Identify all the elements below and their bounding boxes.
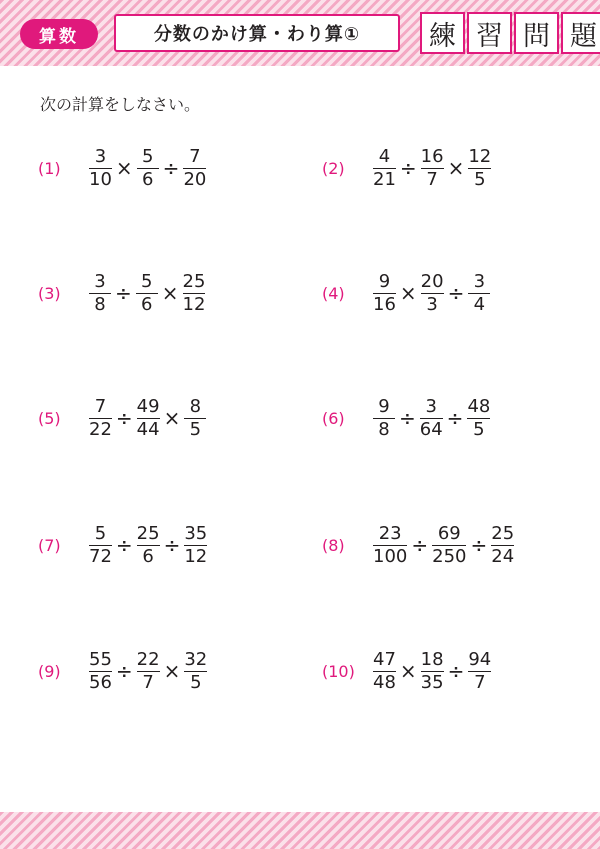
fraction xyxy=(183,396,207,441)
fraction-numerator: 25 xyxy=(491,522,515,544)
fraction xyxy=(467,649,492,694)
problem-number: (6) xyxy=(322,408,345,428)
problem-expression xyxy=(88,271,206,316)
divide-sign: ÷ xyxy=(115,406,133,430)
fraction xyxy=(372,649,397,694)
page-title: 分数のかけ算・わり算① xyxy=(114,14,400,52)
divide-sign: ÷ xyxy=(115,659,133,683)
problem-number: (1) xyxy=(38,158,61,178)
fraction xyxy=(136,146,160,191)
fraction-numerator: 9 xyxy=(378,395,390,417)
fraction-numerator: 9 xyxy=(378,270,391,292)
practice-label-char: 練 xyxy=(420,12,465,54)
fraction xyxy=(136,396,161,441)
fraction-numerator: 7 xyxy=(189,145,201,167)
multiply-sign: × xyxy=(163,659,181,683)
fraction-denominator: 100 xyxy=(373,545,408,567)
fraction-denominator: 250 xyxy=(432,545,467,567)
fraction-numerator: 22 xyxy=(136,648,160,670)
divide-sign: ÷ xyxy=(447,659,465,683)
fraction xyxy=(420,649,445,694)
fraction xyxy=(419,396,444,441)
fraction-numerator: 12 xyxy=(468,145,492,167)
fraction-denominator: 7 xyxy=(474,671,486,693)
practice-label xyxy=(420,12,600,54)
fraction-numerator: 3 xyxy=(473,270,486,292)
multiply-sign: × xyxy=(399,659,417,683)
fraction xyxy=(136,523,161,568)
problem-item xyxy=(322,138,492,198)
fraction-numerator: 4 xyxy=(378,145,391,167)
fraction-numerator: 8 xyxy=(189,395,202,417)
footer-stripe xyxy=(0,812,600,849)
fraction-denominator: 12 xyxy=(184,545,208,567)
fraction-numerator: 3 xyxy=(94,270,106,292)
multiply-sign: × xyxy=(115,156,133,180)
fraction xyxy=(183,649,208,694)
problem-expression xyxy=(88,396,207,441)
fraction xyxy=(466,396,491,441)
problem-expression xyxy=(88,649,208,694)
fraction xyxy=(135,271,159,316)
divide-sign: ÷ xyxy=(115,281,132,305)
problem-item xyxy=(322,388,491,448)
fraction-denominator: 6 xyxy=(142,545,154,567)
fraction-numerator: 55 xyxy=(89,648,112,670)
fraction-denominator: 20 xyxy=(183,168,207,190)
fraction xyxy=(88,523,113,568)
problem-expression xyxy=(372,396,491,441)
problem-expression xyxy=(372,146,492,191)
fraction-numerator: 69 xyxy=(437,522,461,544)
fraction-numerator: 25 xyxy=(136,522,160,544)
fraction-denominator: 8 xyxy=(94,293,106,315)
fraction-numerator: 18 xyxy=(420,648,444,670)
fraction-numerator: 94 xyxy=(468,648,492,670)
fraction xyxy=(88,271,112,316)
multiply-sign: × xyxy=(399,281,417,305)
fraction-numerator: 25 xyxy=(182,270,206,292)
subject-badge: 算数 xyxy=(20,19,98,49)
problem-number: (9) xyxy=(38,661,61,681)
divide-sign: ÷ xyxy=(162,156,180,180)
fraction xyxy=(372,396,396,441)
problem-item xyxy=(38,388,207,448)
problem-expression xyxy=(372,271,491,316)
problem-number: (3) xyxy=(38,283,61,303)
multiply-sign: × xyxy=(161,281,179,305)
problem-item xyxy=(322,515,515,575)
fraction-denominator: 4 xyxy=(473,293,486,315)
fraction-denominator: 72 xyxy=(89,545,112,567)
fraction-denominator: 12 xyxy=(182,293,206,315)
fraction xyxy=(136,649,161,694)
problem-item xyxy=(38,263,206,323)
fraction-denominator: 56 xyxy=(89,671,112,693)
fraction xyxy=(372,271,397,316)
divide-sign: ÷ xyxy=(399,156,417,180)
practice-label-char: 習 xyxy=(467,12,512,54)
fraction-numerator: 49 xyxy=(136,395,160,417)
fraction xyxy=(88,396,113,441)
fraction-numerator: 20 xyxy=(420,270,444,292)
divide-sign: ÷ xyxy=(470,533,488,557)
divide-sign: ÷ xyxy=(446,406,464,430)
fraction-numerator: 16 xyxy=(420,145,444,167)
fraction xyxy=(420,271,445,316)
fraction-denominator: 6 xyxy=(141,293,153,315)
fraction-denominator: 7 xyxy=(426,168,438,190)
fraction-numerator: 35 xyxy=(184,522,208,544)
fraction-denominator: 5 xyxy=(474,168,486,190)
fraction-denominator: 48 xyxy=(373,671,396,693)
fraction-denominator: 44 xyxy=(136,418,160,440)
fraction-denominator: 3 xyxy=(426,293,438,315)
divide-sign: ÷ xyxy=(399,406,416,430)
fraction xyxy=(467,146,492,191)
fraction-numerator: 3 xyxy=(94,145,107,167)
practice-label-char: 題 xyxy=(561,12,600,54)
fraction-denominator: 24 xyxy=(491,545,515,567)
problem-number: (8) xyxy=(322,535,345,555)
problem-item xyxy=(322,641,492,701)
divide-sign: ÷ xyxy=(411,533,429,557)
problem-number: (2) xyxy=(322,158,345,178)
fraction-denominator: 7 xyxy=(142,671,154,693)
fraction xyxy=(183,523,208,568)
fraction-numerator: 5 xyxy=(141,145,154,167)
fraction-denominator: 21 xyxy=(373,168,396,190)
fraction-denominator: 16 xyxy=(373,293,396,315)
divide-sign: ÷ xyxy=(163,533,181,557)
problem-expression xyxy=(88,523,208,568)
fraction xyxy=(182,271,207,316)
problem-expression xyxy=(372,523,515,568)
fraction xyxy=(467,271,491,316)
fraction-denominator: 6 xyxy=(141,168,154,190)
fraction xyxy=(372,523,408,568)
divide-sign: ÷ xyxy=(447,281,465,305)
fraction-denominator: 5 xyxy=(190,671,202,693)
fraction-numerator: 48 xyxy=(467,395,491,417)
fraction xyxy=(420,146,445,191)
multiply-sign: × xyxy=(163,406,181,430)
fraction-denominator: 10 xyxy=(89,168,112,190)
instruction-text: 次の計算をしなさい。 xyxy=(40,95,201,114)
fraction-denominator: 64 xyxy=(419,418,443,440)
fraction-denominator: 5 xyxy=(473,418,485,440)
fraction xyxy=(372,146,397,191)
multiply-sign: × xyxy=(447,156,465,180)
fraction-numerator: 23 xyxy=(378,522,402,544)
problem-number: (4) xyxy=(322,283,345,303)
practice-label-char: 問 xyxy=(514,12,559,54)
problem-number: (5) xyxy=(38,408,61,428)
problem-expression xyxy=(372,649,492,694)
divide-sign: ÷ xyxy=(115,533,133,557)
problem-number: (7) xyxy=(38,535,61,555)
fraction xyxy=(182,146,207,191)
problem-item xyxy=(38,138,207,198)
fraction xyxy=(88,649,113,694)
fraction-numerator: 3 xyxy=(425,395,437,417)
problem-item xyxy=(38,641,208,701)
problem-number: (10) xyxy=(322,661,355,681)
problem-item xyxy=(322,263,491,323)
fraction xyxy=(490,523,515,568)
problem-expression xyxy=(88,146,207,191)
fraction xyxy=(88,146,113,191)
fraction-denominator: 8 xyxy=(378,418,390,440)
fraction-numerator: 32 xyxy=(184,648,208,670)
problem-item xyxy=(38,515,208,575)
fraction-numerator: 5 xyxy=(141,270,153,292)
fraction-numerator: 47 xyxy=(373,648,396,670)
fraction-denominator: 35 xyxy=(420,671,444,693)
fraction-denominator: 5 xyxy=(189,418,202,440)
fraction-numerator: 5 xyxy=(94,522,107,544)
fraction-denominator: 22 xyxy=(89,418,112,440)
fraction xyxy=(431,523,467,568)
fraction-numerator: 7 xyxy=(94,395,107,417)
